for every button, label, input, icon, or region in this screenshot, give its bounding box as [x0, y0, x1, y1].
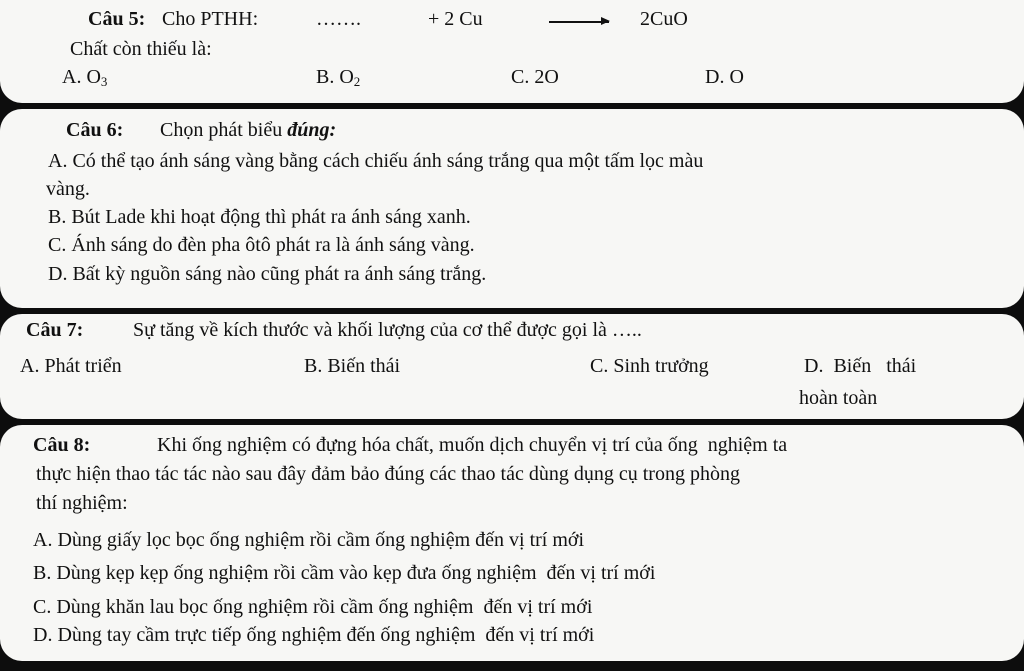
- q8-prompt-line1: Khi ống nghiệm có đựng hóa chất, muốn dịch chuyển vị trí của ống nghiệm ta: [157, 434, 788, 456]
- q5-label: Câu 5:: [88, 8, 146, 30]
- q6-prompt: [160, 118, 336, 142]
- q7-label: Câu 7:: [26, 319, 84, 341]
- q7-option-d-continued: hoàn toàn: [799, 387, 878, 409]
- q5-option-b-text: B. O: [316, 66, 354, 88]
- q5-product: 2CuO: [640, 8, 688, 30]
- q8-option-c[interactable]: C. Dùng khăn lau bọc ống nghiệm rồi cầm ống nghiệm đến vị trí mới: [33, 596, 593, 618]
- q8-prompt-line2: thực hiện thao tác tác nào sau đây đảm bảo đúng các thao tác dùng dụng cụ trong phòng: [36, 463, 740, 485]
- q5-option-a-subscript: 3: [100, 74, 108, 89]
- q8-option-d[interactable]: D. Dùng tay cầm trực tiếp ống nghiệm đến ống nghiệm đến vị trí mới: [33, 624, 595, 646]
- q6-option-c[interactable]: C. Ánh sáng do đèn pha ôtô phát ra là ánh sáng vàng.: [48, 234, 475, 256]
- q6-prompt-text: Chọn phát biểu: [160, 119, 288, 141]
- q6-option-d[interactable]: D. Bất kỳ nguồn sáng nào cũng phát ra ánh sáng trắng.: [48, 263, 487, 285]
- q7-option-b[interactable]: B. Biến thái: [304, 355, 401, 377]
- q8-option-a[interactable]: A. Dùng giấy lọc bọc ống nghiệm rồi cầm ống nghiệm đến vị trí mới: [33, 529, 585, 551]
- q6-label: Câu 6:: [66, 119, 124, 141]
- q5-blank: …….: [316, 8, 361, 30]
- q8-label: Câu 8:: [33, 434, 91, 456]
- q5-option-b[interactable]: [316, 65, 360, 89]
- q6-option-a[interactable]: A. Có thể tạo ánh sáng vàng bằng cách chiếu ánh sáng trắng qua một tấm lọc màu: [48, 150, 704, 172]
- q6-option-a-continued: vàng.: [46, 178, 90, 200]
- q5-subprompt: Chất còn thiếu là:: [70, 38, 212, 60]
- q7-option-c[interactable]: C. Sinh trưởng: [590, 355, 709, 377]
- q6-option-b[interactable]: B. Bút Lade khi hoạt động thì phát ra ánh sáng xanh.: [48, 206, 471, 228]
- reaction-arrow-icon: [549, 21, 609, 23]
- q8-prompt-line3: thí nghiệm:: [36, 492, 128, 514]
- q7-option-a[interactable]: A. Phát triển: [20, 355, 122, 377]
- q5-option-a-text: A. O: [62, 66, 101, 88]
- q5-option-c[interactable]: C. 2O: [511, 66, 559, 88]
- q5-prompt: Cho PTHH:: [162, 8, 259, 30]
- q5-option-a[interactable]: [62, 65, 107, 89]
- q5-plus-reactant: + 2 Cu: [428, 8, 483, 30]
- q7-prompt: Sự tăng về kích thước và khối lượng của cơ thể được gọi là …..: [133, 319, 642, 341]
- q5-option-b-subscript: 2: [353, 74, 361, 89]
- q5-option-d[interactable]: D. O: [705, 66, 744, 88]
- q7-option-d[interactable]: D. Biến thái: [804, 355, 917, 377]
- q8-option-b[interactable]: B. Dùng kẹp kẹp ống nghiệm rồi cầm vào kẹp đưa ống nghiệm đến vị trí mới: [33, 562, 656, 584]
- q6-prompt-emphasis: đúng:: [287, 119, 337, 141]
